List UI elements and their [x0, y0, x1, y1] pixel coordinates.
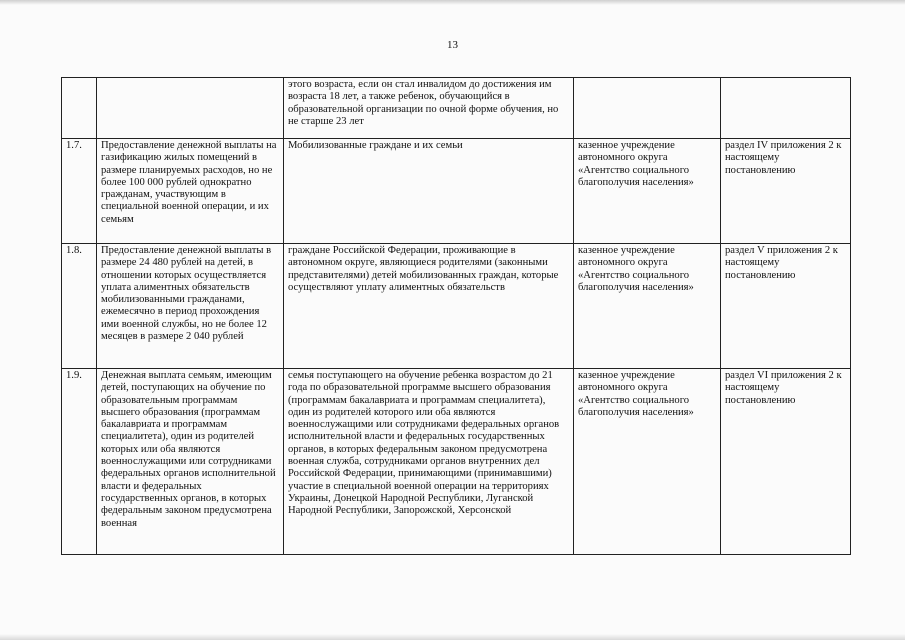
row-number: [62, 78, 97, 139]
row-number: 1.8.: [62, 244, 97, 369]
reference: раздел IV приложения 2 к настоящему постановлению: [721, 139, 851, 244]
reference: раздел V приложения 2 к настоящему постановлению: [721, 244, 851, 369]
recipients: граждане Российской Федерации, проживающие в автономном округе, являющиеся родителями (законными представителями) детей мобилизованных граждан, которые осуществляют уплату алиментных обязательств: [284, 244, 574, 369]
provider: казенное учреждение автономного округа «Агентство социального благополучия населения»: [574, 244, 721, 369]
table-row: [62, 139, 851, 244]
provider: казенное учреждение автономного округа «Агентство социального благополучия населения»: [574, 139, 721, 244]
table-row: [62, 244, 851, 369]
service-name: Денежная выплата семьям, имеющим детей, поступающих на обучение по образовательным программам высшего образования (программам бакалавриата и программам специалитета), один из родителей которых или оба являются военнослужащими или сотрудниками федеральных органов исполнительной власти и федеральных государственных органов, в которых федеральным законом предусмотрена военная: [97, 369, 284, 555]
provider: [574, 78, 721, 139]
reference: раздел VI приложения 2 к настоящему постановлению: [721, 369, 851, 555]
scan-edge-bottom: [0, 634, 905, 640]
scan-edge-top: [0, 0, 905, 5]
recipients: Мобилизованные граждане и их семьи: [284, 139, 574, 244]
service-name: Предоставление денежной выплаты на газификацию жилых помещений в размере планируемых расходов, но не более 100 000 рублей однократно гражданам, участвующим в специальной военной операции, и их семьям: [97, 139, 284, 244]
row-number: 1.9.: [62, 369, 97, 555]
services-table: [61, 77, 851, 555]
service-name: Предоставление денежной выплаты в размере 24 480 рублей на детей, в отношении которых осуществляется уплата алиментных обязательств мобилизованными гражданами, ежемесячно в период прохождения ими военной службы, но не более 12 месяцев в размере 2 040 рублей: [97, 244, 284, 369]
recipients: этого возраста, если он стал инвалидом до достижения им возраста 18 лет, а также ребенок, обучающийся в образовательной организации по очной форме обучения, но не старше 23 лет: [284, 78, 574, 139]
page-number: 13: [447, 39, 458, 51]
row-number: 1.7.: [62, 139, 97, 244]
table-row: [62, 78, 851, 139]
reference: [721, 78, 851, 139]
recipients: семья поступающего на обучение ребенка возрастом до 21 года по образовательной программе высшего образования (программам бакалавриата и программам специалитета), один из родителей которого или оба являются военнослужащими или сотрудниками федеральных органов исполнительной власти и федеральных государственных органов, в которых федеральным законом предусмотрена военная служба, сотрудниками органов внутренних дел Российской Федерации, принимающими (принимавшими) участие в специальной военной операции на территориях Украины, Донецкой Народной Республики, Луганской Народной Республики, Запорожской, Херсонской: [284, 369, 574, 555]
service-name: [97, 78, 284, 139]
table-row: [62, 369, 851, 555]
provider: казенное учреждение автономного округа «Агентство социального благополучия населения»: [574, 369, 721, 555]
